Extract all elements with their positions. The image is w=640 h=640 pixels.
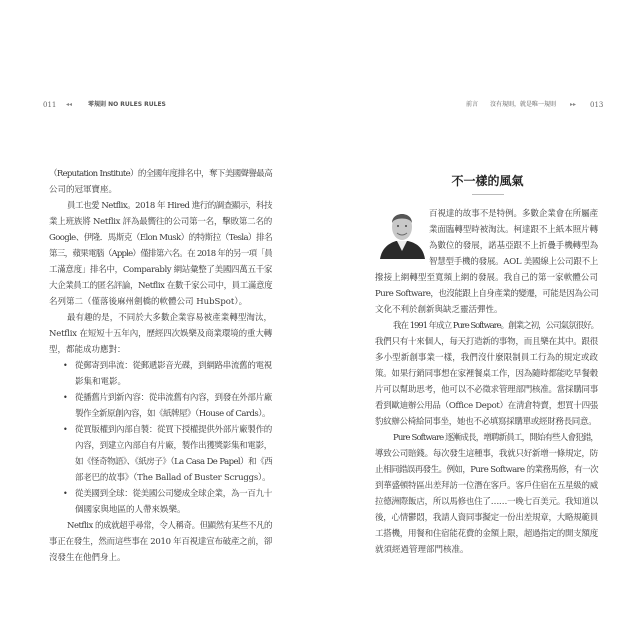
book-title: 零規則 NO RULES RULES [88, 101, 166, 108]
text-line: 個國家與地區的人帶來娛樂。 [75, 505, 186, 515]
text-line: 名列第二（僅落後麻州劍橋的軟體公司 HubSpot）。 [49, 297, 248, 307]
text-line: 大企業員工的匿名評論，Netflix 在數千家公司中，員工滿意度 [49, 281, 273, 291]
text-line: Pure Software，也沒能跟上自身產業的變遷，可能是因為公司 [375, 289, 599, 299]
text-line: 止相同錯誤再發生。例如，Pure Software 的業務馬修，有一次 [375, 465, 598, 475]
text-line: Netflix 在短短十五年內，歷經四次娛樂及商業環境的重大轉 [49, 329, 272, 339]
text-line: 為數位的發展，諾基亞跟不上折疊手機轉型為 [429, 241, 598, 251]
text-line: Google、伊隆．馬斯克（Elon Musk）的特斯拉（Tesla）排名 [49, 233, 272, 243]
text-line: 撥接上網轉型至寬頻上網的發展。我自己的第一家軟體公司 [375, 273, 598, 283]
text-line: 後，心情鬱悶，我請人資同事擬定一份出差規章，大略規範員 [375, 513, 598, 523]
bullet-icon: • [63, 393, 68, 402]
text-line: 公司的冠軍寶座。 [49, 185, 118, 195]
text-line: 我在 1991 年成立 Pure Software。創業之初，公司氣氛很好。 [393, 321, 598, 331]
bullet-icon: • [63, 425, 68, 434]
heading-divider [472, 194, 504, 195]
forward-arrows-icon: ▸▸ [570, 101, 577, 108]
text-line: 從美國到全球：從美國公司變成全球企業，為一百九十 [75, 489, 272, 499]
text-line: 部老巴的故事》（The Ballad of Buster Scruggs）。 [75, 473, 271, 483]
text-line: 從郵寄到串流：從郵遞影音光碟，到網路串流舊的電視 [75, 361, 272, 371]
text-line: 影集和電影。 [75, 377, 127, 387]
right-page-number: 013 [590, 101, 604, 109]
text-line: 從播舊片到新內容：從串流舊有內容，到發在外部片廠 [75, 393, 272, 403]
bullet-icon: • [63, 489, 68, 498]
text-line: 到華盛頓特區出差拜訪一位潛在客戶。客戶住宿在五星級的威 [375, 481, 598, 491]
text-line: 工滿意度」排名中，Comparably 網站彙整了美國四萬五千家 [49, 265, 272, 275]
text-line: 事正在發生，然而這些事在 2010 年百視達宣布破產之前，卻 [49, 537, 272, 547]
back-arrows-icon: ◂◂ [66, 101, 73, 108]
text-line: 員工也愛 Netflix。2018 年 Hired 進行的調查顯示，科技 [67, 201, 272, 211]
text-line: 業上班族將 Netflix 評為最嚮往的公司第一名，擊敗第二名的 [49, 217, 272, 227]
text-line: （Reputation Institute）的全國年度排名中，奪下美國聲譽最高 [49, 169, 272, 179]
text-line: 我們只有十來個人，每天打造新的事物，而且樂在其中。跟很 [375, 337, 598, 347]
text-line: 如《怪奇物語》、《紙房子》（La Casa De Papel）和《西 [75, 457, 272, 467]
text-line: Netflix 的成就超乎尋常，令人稱奇。但顯然有某些不凡的 [67, 521, 272, 531]
text-line: 製作全新原創內容，如《紙牌屋》（House of Cards）。 [75, 409, 271, 419]
text-line: Pure Software 逐漸成長，增聘新員工，開始有些人會犯錯， [393, 433, 598, 443]
text-line: 看到歐迪辦公用品（Office Depot）在清倉特賣，想買十四張 [375, 401, 598, 411]
text-line: 最有趣的是，不同於大多數企業容易被產業轉型淘汰， [67, 313, 272, 323]
text-line: 型，都能成功應對： [49, 345, 126, 355]
text-line: 沒發生在他們身上。 [49, 553, 126, 563]
text-line: 工搭機，用餐和住宿能花費的金額上限，超過指定的開支額度 [375, 529, 598, 539]
section-heading: 不一樣的風氣 [451, 174, 524, 188]
text-line: 豹紋辦公椅給同事坐，她也不必填寫採購單或經財務長同意。 [375, 417, 597, 427]
text-line: 百視達的故事不是特例。多數企業會在所屬產 [429, 209, 598, 219]
text-line: 智慧型手機的發展。AOL 美國線上公司跟不上 [429, 257, 598, 267]
chapter-title: 沒有規則，就是唯一規則 [490, 101, 557, 108]
left-page-number: 011 [43, 101, 57, 109]
text-line: 業面臨轉型時被淘汰。柯達跟不上紙本照片轉 [429, 225, 598, 235]
text-line: 內容，到建立內部自有片廠，製作出獲獎影集和電影， [75, 441, 272, 451]
text-line: 從買版權到內部自製：從買下授權提供外部片廠製作的 [75, 425, 272, 435]
bullet-icon: • [63, 361, 68, 370]
author-portrait [378, 205, 426, 259]
text-line: 導致公司賠錢。每次發生這種事，我就只好新增一條規定，防 [375, 449, 598, 459]
text-line: 片可以幫助思考，他可以不必徵求管理部門核准。當採購同事 [375, 385, 598, 395]
section-label: 前言 [466, 101, 479, 108]
text-line: 拉德洲際飯店，所以馬修也住了……一晚七百美元。我知道以 [375, 497, 598, 507]
text-line: 第三，蘋果電腦（Apple）僅排第六名。在 2018 年的另一項「員 [49, 249, 272, 259]
text-line: 策。如果行銷同事想在家裡餐桌工作，因為隨時都能吃早餐穀 [375, 369, 598, 379]
text-line: 就須經過管理部門核准。 [375, 545, 469, 555]
text-line: 文化不利於創新與缺乏靈活彈性。 [375, 305, 503, 315]
text-line: 多小型新創事業一樣，我們沒什麼限制員工行為的規定或政 [375, 353, 598, 363]
